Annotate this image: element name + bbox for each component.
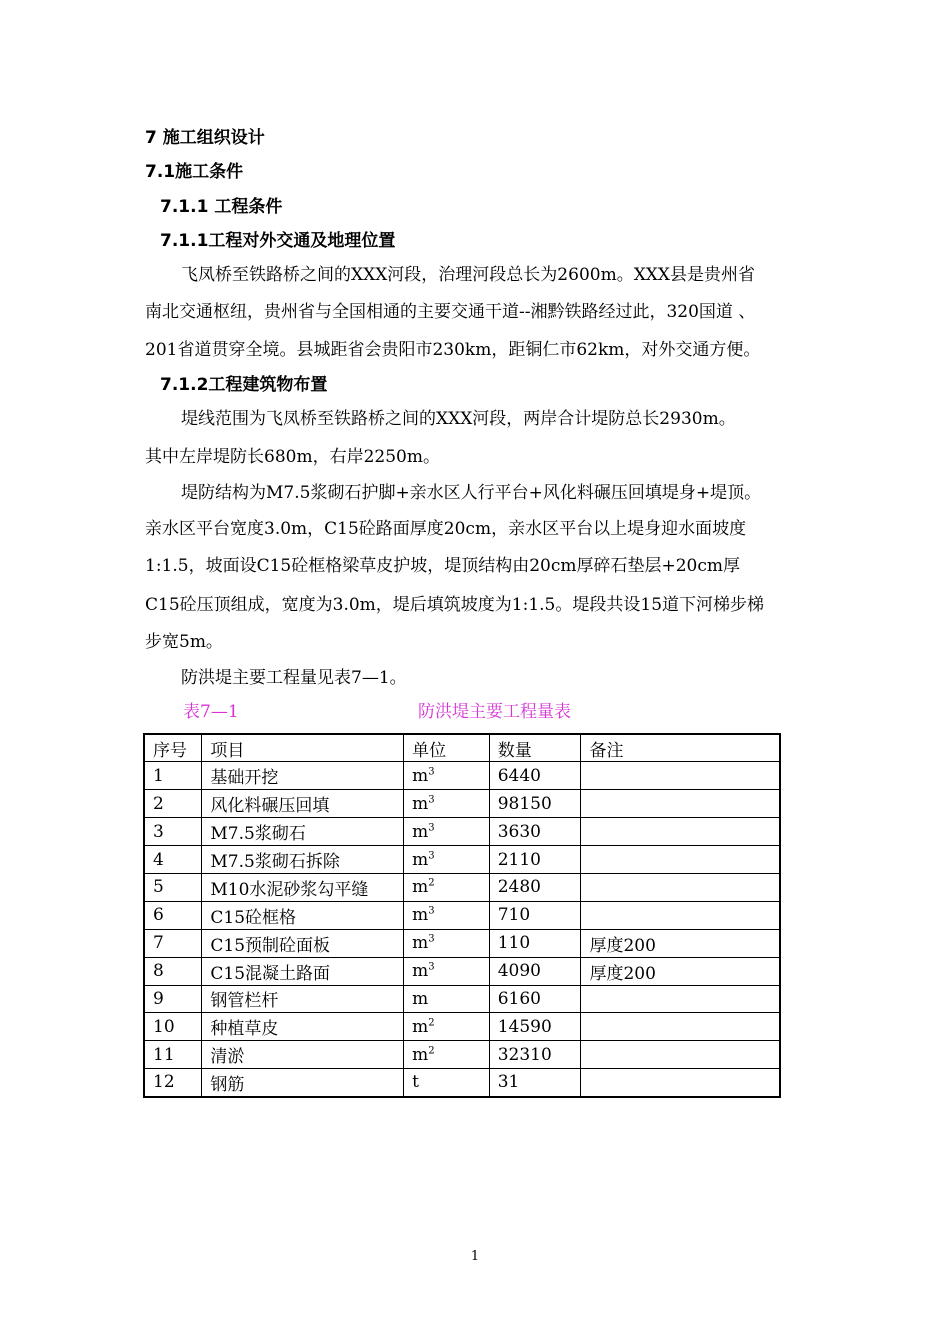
cell-quantity: 2110	[489, 846, 581, 874]
cell-no: 1	[144, 762, 202, 790]
cell-item: C15预制砼面板	[202, 929, 404, 957]
cell-no: 8	[144, 957, 202, 985]
cell-quantity: 110	[489, 929, 581, 957]
table-header-row	[144, 734, 780, 762]
table-row	[144, 873, 780, 901]
cell-quantity: 3630	[489, 818, 581, 846]
table-caption-label: 表7—1	[183, 702, 239, 722]
cell-unit	[404, 901, 490, 929]
cell-quantity: 31	[489, 1069, 581, 1097]
unit-base: m	[412, 933, 429, 954]
cell-unit	[404, 929, 490, 957]
unit-exponent: 3	[428, 933, 435, 945]
paragraph-table-reference: 防洪堤主要工程量见表7—1。	[181, 668, 407, 688]
table-row	[144, 929, 780, 957]
cell-no: 3	[144, 818, 202, 846]
table-row	[144, 1013, 780, 1041]
unit-base: m	[412, 793, 429, 814]
header-item: 项目	[202, 734, 404, 762]
heading-building-layout: 7.1.2工程建筑物布置	[160, 375, 328, 395]
heading-subsection: 7.1.1 工程条件	[160, 197, 283, 217]
cell-unit	[404, 1069, 490, 1097]
unit-base: m	[412, 849, 429, 870]
cell-no: 10	[144, 1013, 202, 1041]
cell-item: 清淤	[202, 1041, 404, 1069]
cell-item: 基础开挖	[202, 762, 404, 790]
cell-note	[581, 901, 780, 929]
cell-no: 11	[144, 1041, 202, 1069]
unit-exponent: 3	[428, 905, 435, 917]
paragraph-line: 南北交通枢纽，贵州省与全国相通的主要交通干道--湘黔铁路经过此，320国道 、	[145, 302, 756, 322]
table-row	[144, 818, 780, 846]
header-unit: 单位	[404, 734, 490, 762]
cell-quantity: 32310	[489, 1041, 581, 1069]
cell-item: 风化料碾压回填	[202, 790, 404, 818]
cell-item: C15混凝土路面	[202, 957, 404, 985]
unit-base: m	[412, 1016, 429, 1037]
cell-note	[581, 1069, 780, 1097]
cell-item: 钢管栏杆	[202, 985, 404, 1013]
unit-base: m	[412, 988, 429, 1009]
cell-unit	[404, 985, 490, 1013]
cell-no: 9	[144, 985, 202, 1013]
cell-no: 7	[144, 929, 202, 957]
unit-exponent: 2	[428, 1017, 435, 1029]
paragraph-line: 步宽5m。	[145, 632, 223, 652]
table-row	[144, 846, 780, 874]
paragraph-line: C15砼压顶组成，宽度为3.0m，堤后填筑坡度为1:1.5。堤段共设15道下河梯步梯	[145, 595, 765, 615]
cell-item: C15砼框格	[202, 901, 404, 929]
unit-exponent: 3	[428, 766, 435, 778]
cell-item: M10水泥砂浆勾平缝	[202, 873, 404, 901]
cell-quantity: 6160	[489, 985, 581, 1013]
cell-no: 6	[144, 901, 202, 929]
cell-no: 5	[144, 873, 202, 901]
table-row	[144, 985, 780, 1013]
header-quantity: 数量	[489, 734, 581, 762]
cell-note	[581, 1013, 780, 1041]
cell-note	[581, 1041, 780, 1069]
cell-quantity: 98150	[489, 790, 581, 818]
cell-unit	[404, 957, 490, 985]
paragraph-line: 堤线范围为飞凤桥至铁路桥之间的XXX河段，两岸合计堤防总长2930m。	[181, 409, 736, 429]
cell-unit	[404, 1041, 490, 1069]
unit-exponent: 3	[428, 849, 435, 861]
cell-item: 种植草皮	[202, 1013, 404, 1041]
header-note: 备注	[581, 734, 780, 762]
unit-base: m	[412, 905, 429, 926]
unit-base: m	[412, 1044, 429, 1065]
table-row	[144, 762, 780, 790]
header-no: 序号	[144, 734, 202, 762]
cell-item: M7.5浆砌石	[202, 818, 404, 846]
cell-quantity: 6440	[489, 762, 581, 790]
quantities-table	[143, 733, 781, 1098]
unit-base: m	[412, 821, 429, 842]
cell-quantity: 14590	[489, 1013, 581, 1041]
cell-no: 2	[144, 790, 202, 818]
cell-unit	[404, 846, 490, 874]
cell-unit	[404, 762, 490, 790]
cell-unit	[404, 873, 490, 901]
cell-item: 钢筋	[202, 1069, 404, 1097]
cell-note: 厚度200	[581, 929, 780, 957]
cell-quantity: 2480	[489, 873, 581, 901]
unit-exponent: 3	[428, 961, 435, 973]
unit-exponent: 3	[428, 821, 435, 833]
paragraph-line: 1:1.5，坡面设C15砼框格梁草皮护坡，堤顶结构由20cm厚碎石垫层+20cm厚	[145, 556, 741, 576]
cell-unit	[404, 818, 490, 846]
table-row	[144, 1041, 780, 1069]
heading-chapter: 7 施工组织设计	[145, 128, 265, 148]
unit-exponent: 2	[428, 877, 435, 889]
cell-quantity: 710	[489, 901, 581, 929]
cell-no: 12	[144, 1069, 202, 1097]
table-row	[144, 901, 780, 929]
table-caption-title: 防洪堤主要工程量表	[418, 702, 571, 722]
unit-base: m	[412, 765, 429, 786]
paragraph-line: 飞凤桥至铁路桥之间的XXX河段，治理河段总长为2600m。XXX县是贵州省	[181, 265, 755, 285]
heading-section: 7.1施工条件	[145, 162, 244, 182]
paragraph-line: 堤防结构为M7.5浆砌石护脚+亲水区人行平台+风化料碾压回填堤身+堤顶。	[181, 483, 762, 503]
cell-note	[581, 985, 780, 1013]
page-number: 1	[470, 1249, 480, 1264]
table-row	[144, 790, 780, 818]
cell-no: 4	[144, 846, 202, 874]
cell-note	[581, 790, 780, 818]
paragraph-line: 亲水区平台宽度3.0m，C15砼路面厚度20cm，亲水区平台以上堤身迎水面坡度	[145, 519, 747, 539]
cell-note	[581, 873, 780, 901]
unit-base: m	[412, 877, 429, 898]
heading-traffic-location: 7.1.1工程对外交通及地理位置	[160, 231, 396, 251]
cell-note	[581, 762, 780, 790]
unit-exponent: 2	[428, 1045, 435, 1057]
unit-exponent: 3	[428, 794, 435, 806]
unit-base: t	[412, 1072, 419, 1093]
paragraph-line: 201省道贯穿全境。县城距省会贵阳市230km，距铜仁市62km，对外交通方便。	[145, 340, 761, 360]
table-row	[144, 1069, 780, 1097]
cell-note	[581, 818, 780, 846]
cell-note: 厚度200	[581, 957, 780, 985]
cell-quantity: 4090	[489, 957, 581, 985]
cell-unit	[404, 790, 490, 818]
cell-note	[581, 846, 780, 874]
cell-unit	[404, 1013, 490, 1041]
unit-base: m	[412, 961, 429, 982]
table-row	[144, 957, 780, 985]
cell-item: M7.5浆砌石拆除	[202, 846, 404, 874]
paragraph-line: 其中左岸堤防长680m，右岸2250m。	[145, 447, 440, 467]
